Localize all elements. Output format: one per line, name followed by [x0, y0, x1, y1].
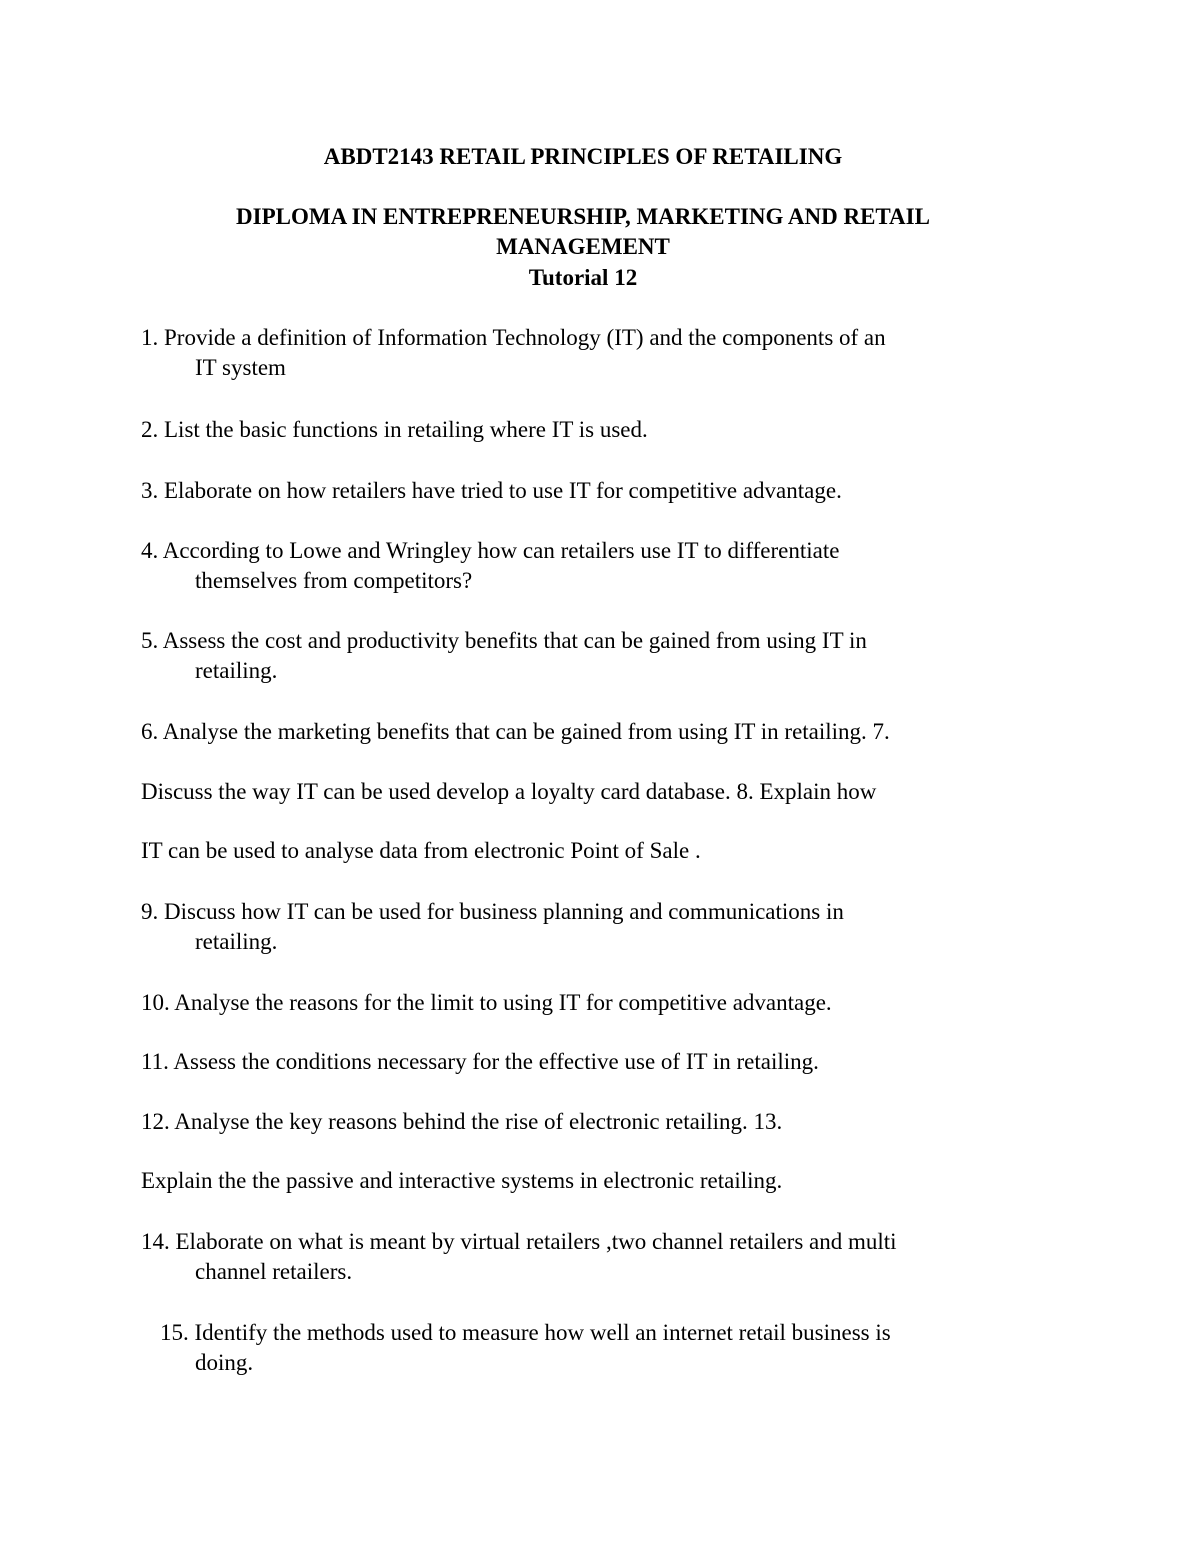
question-15-line-2: doing. — [195, 1350, 254, 1375]
question-1-line-1: 1. Provide a definition of Information Technology (IT) and the components of an — [141, 325, 886, 350]
question-2: 2. List the basic functions in retailing where IT is used. — [141, 417, 648, 442]
tutorial-number: Tutorial 12 — [528, 265, 638, 290]
question-11: 11. Assess the conditions necessary for the effective use of IT in retailing. — [141, 1049, 819, 1074]
course-title: ABDT2143 RETAIL PRINCIPLES OF RETAILING — [323, 144, 843, 169]
question-14-line-1: 14. Elaborate on what is meant by virtual retailers ,two channel retailers and multi — [141, 1229, 897, 1254]
question-4-line-1: 4. According to Lowe and Wringley how can retailers use IT to differentiate — [141, 538, 840, 563]
program-title-line-2: MANAGEMENT — [496, 234, 670, 259]
question-13-line: Explain the the passive and interactive systems in electronic retailing. — [141, 1168, 783, 1193]
question-9-line-1: 9. Discuss how IT can be used for business planning and communications in — [141, 899, 844, 924]
question-1-line-2: IT system — [195, 355, 286, 380]
question-9-line-2: retailing. — [195, 929, 278, 954]
question-14-line-2: channel retailers. — [195, 1259, 353, 1284]
question-3: 3. Elaborate on how retailers have tried to use IT for competitive advantage. — [141, 478, 842, 503]
question-7-line: Discuss the way IT can be used develop a loyalty card database. 8. Explain how — [141, 779, 877, 804]
question-5-line-1: 5. Assess the cost and productivity benefits that can be gained from using IT in — [141, 628, 867, 653]
question-15-line-1: 15. Identify the methods used to measure how well an internet retail business is — [160, 1320, 891, 1345]
program-title-line-1: DIPLOMA IN ENTREPRENEURSHIP, MARKETING AND RETAIL — [236, 204, 930, 229]
question-10: 10. Analyse the reasons for the limit to using IT for competitive advantage. — [141, 990, 832, 1015]
question-12-line: 12. Analyse the key reasons behind the rise of electronic retailing. 13. — [141, 1109, 783, 1134]
question-8-line: IT can be used to analyse data from electronic Point of Sale . — [141, 838, 701, 863]
question-4-line-2: themselves from competitors? — [195, 568, 473, 593]
question-5-line-2: retailing. — [195, 658, 278, 683]
question-6-line: 6. Analyse the marketing benefits that can be gained from using IT in retailing. 7. — [141, 719, 890, 744]
